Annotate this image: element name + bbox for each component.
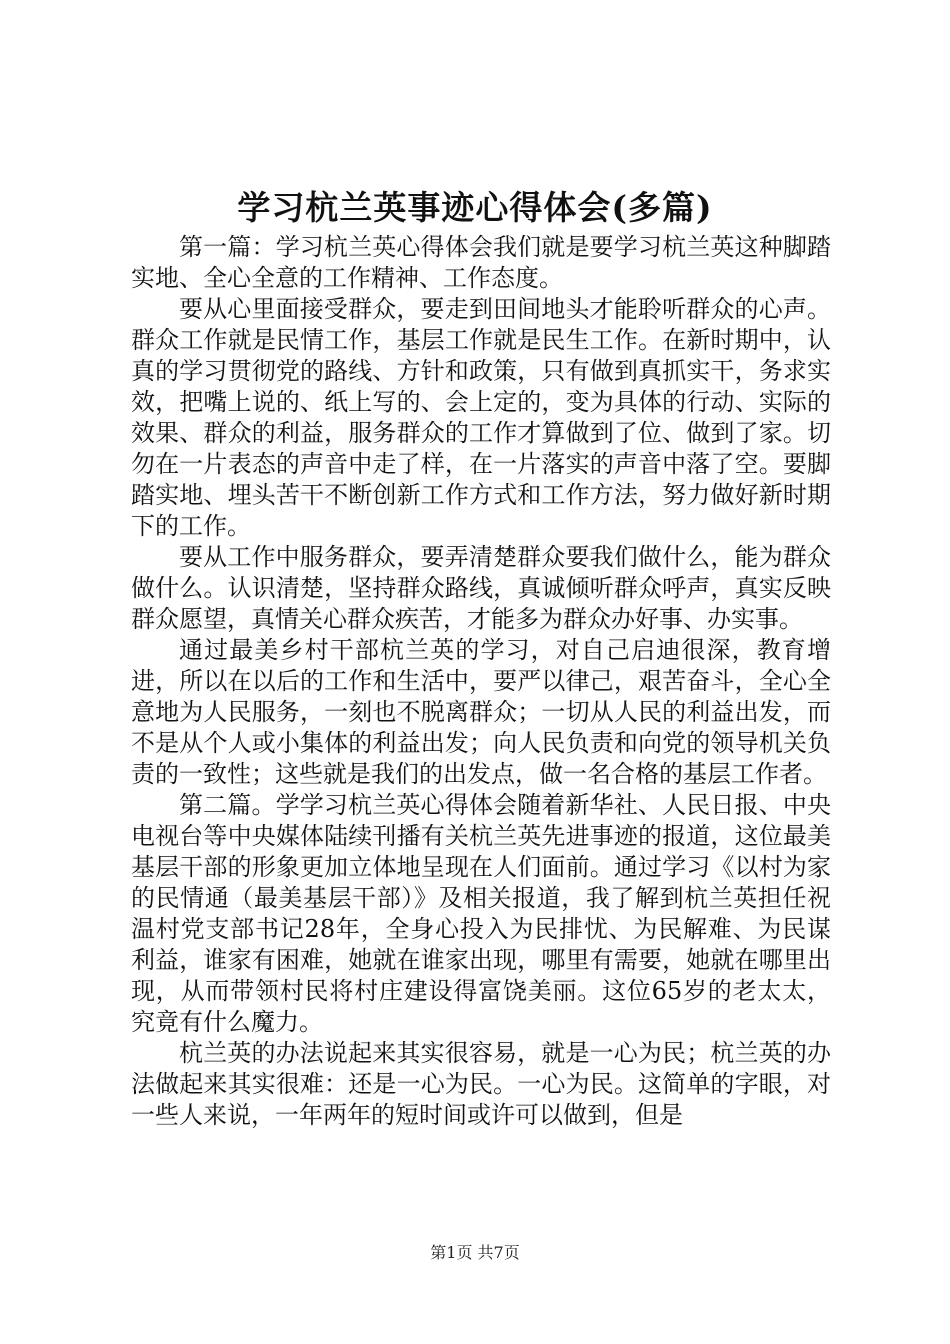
paragraph: 杭兰英的办法说起来其实很容易，就是一心为民；杭兰英的办法做起来其实很难：还是一心为民。一心为民。这简单的字眼，对一些人来说，一年两年的短时间或许可以做到，但是: [131, 1039, 831, 1129]
paragraph: 要从心里面接受群众，要走到田间地头才能聆听群众的心声。群众工作就是民情工作，基层工作就是民生工作。在新时期中，认真的学习贯彻党的路线、方针和政策，只有做到真抓实干，务求实效，把嘴上说的、纸上写的、会上定的，变为具体的行动、实际的效果、群众的利益，服务群众的工作才算做到了位、做到了家。切勿在一片表态的声音中走了样，在一片落实的声音中落了空。要脚踏实地、埋头苦干不断创新工作方式和工作方法，努力做好新时期下的工作。: [131, 295, 831, 540]
page-number-footer: 第1页 共7页: [430, 1243, 520, 1262]
paragraph: 要从工作中服务群众，要弄清楚群众要我们做什么，能为群众做什么。认识清楚，坚持群众路线，真诚倾听群众呼声，真实反映群众愿望，真情关心群众疾苦，才能多为群众办好事、办实事。: [131, 543, 831, 633]
paragraph: 第一篇：学习杭兰英心得体会我们就是要学习杭兰英这种脚踏实地、全心全意的工作精神、工作态度。: [131, 233, 831, 292]
document-body: [131, 232, 831, 1131]
document-title: 学习杭兰英事迹心得体会(多篇): [237, 188, 713, 227]
paragraph: 第二篇。学学习杭兰英心得体会随着新华社、人民日报、中央电视台等中央媒体陆续刊播有关杭兰英先进事迹的报道，这位最美基层干部的形象更加立体地呈现在人们面前。通过学习《以村为家的民情通（最美基层干部）》及相关报道，我了解到杭兰英担任祝温村党支部书记28年，全身心投入为民排忧、为民解难、为民谋利益，谁家有困难，她就在谁家出现，哪里有需要，她就在哪里出现，从而带领村民将村庄建设得富饶美丽。这位65岁的老太太，究竟有什么魔力。: [131, 791, 831, 1036]
paragraph: 通过最美乡村干部杭兰英的学习，对自己启迪很深，教育增进，所以在以后的工作和生活中，要严以律己，艰苦奋斗，全心全意地为人民服务，一刻也不脱离群众；一切从人民的利益出发，而不是从个人或小集体的利益出发；向人民负责和向党的领导机关负责的一致性；这些就是我们的出发点，做一名合格的基层工作者。: [131, 636, 831, 788]
